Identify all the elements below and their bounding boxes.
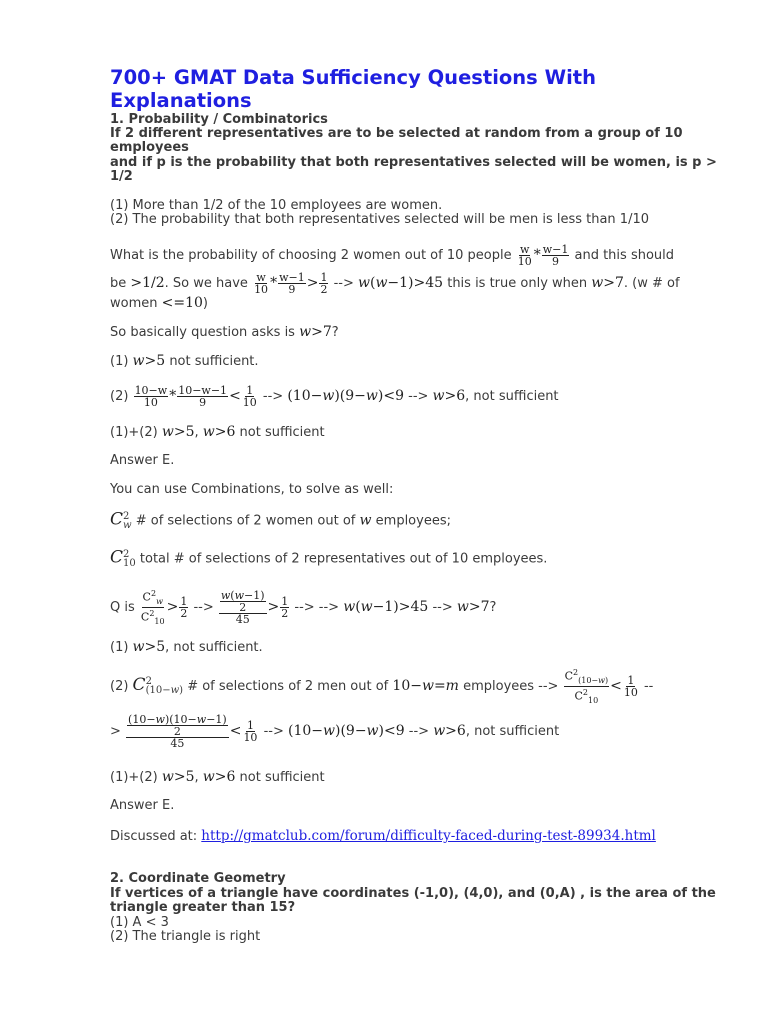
page-title: 700+ GMAT Data Sufficiency Questions With Explanations: [110, 66, 596, 112]
question-restated: So basically question asks is w>7?: [110, 324, 339, 340]
eval-statement-2: (2) $\frac{10-w}{10}$ * $\frac{10-w-1}{9}$ < $\frac{1}{10}$ --> (10−w)(9−w)<9 --> w>6, not sufficient: [110, 384, 559, 409]
combinations-intro: You can use Combinations, to solve as well:: [110, 482, 394, 497]
comb-eval-statement-1: (1) w>5, not sufficient.: [110, 639, 263, 655]
answer-1: Answer E.: [110, 453, 175, 468]
q1-stem-line4: 1/2: [110, 169, 133, 184]
eval-combined: (1)+(2) w>5, w>6 not sufficient: [110, 424, 325, 440]
discussed-line: Discussed at: http://gmatclub.com/forum/difficulty-faced-during-test-89934.html: [110, 828, 656, 844]
q2-stem-line2: triangle greater than 15?: [110, 900, 296, 915]
eval-statement-1: (1) w>5 not sufficient.: [110, 353, 259, 369]
explanation-line3: women <=10): [110, 295, 208, 311]
q2-stem-line1: If vertices of a triangle have coordinates (-1,0), (4,0), and (0,A) , is the area of the: [110, 886, 716, 901]
q1-stem-line1: If 2 different representatives are to be selected at random from a group of 10: [110, 126, 683, 141]
q2-statement-1: (1) A < 3: [110, 915, 169, 930]
combinations-line2: C 2 10 total # of selections of 2 representatives out of 10 employees.: [110, 547, 548, 569]
q1-stem-line3: and if p is the probability that both representatives selected will be women, is p >: [110, 155, 717, 170]
q1-stem-line2: employees: [110, 140, 189, 155]
q1-statement-1: (1) More than 1/2 of the 10 employees are women.: [110, 198, 443, 213]
explanation-line1: What is the probability of choosing 2 women out of 10 people $\frac{w}{10}$ * $\frac{w-1}{9}$ and this should: [110, 243, 675, 268]
comb-eval-statement-2: (2) C 2 (10−w) # of selections of 2 men out of 10−w=m employees --> $\frac{C^2_{(10-w)}}{C^2_{10}}$ < $\frac{1}{10}$ --: [110, 668, 654, 705]
explanation-line2: be >1/2. So we have $\frac{w}{10}$ * $\frac{w-1}{9}$ > $\frac{1}{2}$ --> w(w−1)>45 this is true only when w>7. (w # of: [110, 271, 680, 296]
combinations-line1: C 2 w # of selections of 2 women out of w employees;: [110, 509, 451, 531]
q2-statement-2: (2) The triangle is right: [110, 929, 261, 944]
comb-eval-statement-2-cont: > $\frac{\frac{(10-w)(10-w-1)}{2}}{45}$ < $\frac{1}{10}$ --> (10−w)(9−w)<9 --> w>6, not sufficient: [110, 713, 560, 750]
document-page: [110, 66, 720, 944]
q1-statement-2: (2) The probability that both representatives selected will be men is less than 1/10: [110, 212, 649, 227]
discussion-link[interactable]: http://gmatclub.com/forum/difficulty-faced-during-test-89934.html: [201, 828, 656, 844]
combinations-question: Q is $\frac{C^2_w}{C^2_{10}}$ > $\frac{1}{2}$ --> $\frac{\frac{w(w-1)}{2}}{45}$ > $\frac{1}{2}$ --> --> w(w−1)>45 --> w>7?: [110, 588, 497, 626]
q1-heading: 1. Probability / Combinatorics: [110, 112, 328, 127]
q2-heading: 2. Coordinate Geometry: [110, 871, 286, 886]
comb-eval-combined: (1)+(2) w>5, w>6 not sufficient: [110, 769, 325, 785]
answer-2: Answer E.: [110, 798, 175, 813]
